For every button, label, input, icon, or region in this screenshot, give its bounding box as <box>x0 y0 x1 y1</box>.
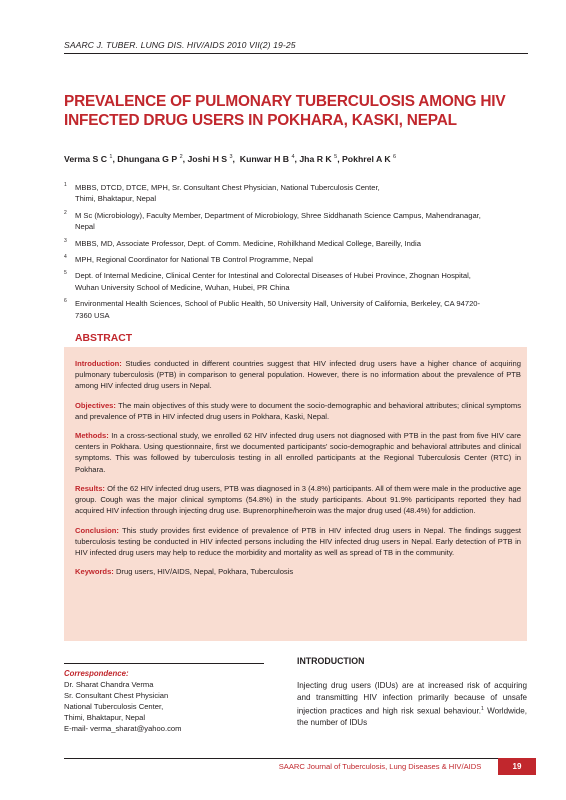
abstract-text: Studies conducted in different countries suggest that HIV infected drug users have a higher chance of acquiring pulmonary tuberculosis (PTB) in comparison to general population. However, there is no information about the prevalence of PTB among HIV infected drug users in Nepal. <box>75 359 521 391</box>
abstract-label: Introduction: <box>75 359 122 368</box>
abstract-content <box>75 358 521 586</box>
abstract-text: This study provides first evidence of prevalence of PTB in HIV infected drug users in Nepal. The findings suggest tuberculosis testing be conducted in HIV infected persons including the HIV infected drug users in Nepal. Early detection of PTB in HIV infected drug users may help to reduce the morbidity and mortality as well as spread of TB in the community. <box>75 525 521 557</box>
author-name: Joshi H S <box>187 154 228 164</box>
author-name: Verma S C <box>64 154 107 164</box>
author-sup: 6 <box>393 154 397 161</box>
correspondence-block <box>64 663 264 734</box>
abstract-label: Objectives: <box>75 400 116 410</box>
affiliation-text: MBBS, MD, Associate Professor, Dept. of Comm. Medicine, Rohilkhand Medical College, Bareilly, India <box>75 238 421 248</box>
introduction-text-end: Worldwide, the number of IDUs <box>297 706 527 728</box>
affiliation-item <box>64 254 534 265</box>
author-name: Pokhrel A K <box>342 154 391 164</box>
correspondence-heading: Correspondence: <box>64 669 129 678</box>
correspondence-line: Sr. Consultant Chest Physician <box>64 691 169 700</box>
abstract-paragraph <box>75 400 521 422</box>
affiliation-list <box>64 182 534 321</box>
abstract-text: The main objectives of this study were to document the socio-demographic and behavioral attributes; clinical symptoms and prevalence of PTB in HIV infected drug users in Pokhara, Kaski, Nepal. <box>75 400 521 421</box>
abstract-text: Of the 62 HIV infected drug users, PTB was diagnosed in 3 (4.8%) participants. All of them were male in the productive age group. Cough was the major clinical symptoms (54.8%) in the study participants. About 91.9% participants reported they had acquired HIV infection through injecting drug use. Buprenorphine/heroin was the major drug used (48.4%) for addiction. <box>75 484 521 516</box>
affiliation-text-cont: 7360 USA <box>75 310 110 320</box>
abstract-paragraph <box>75 525 521 558</box>
footer-journal: SAARC Journal of Tuberculosis, Lung Diseases & HIV/AIDS <box>278 762 482 771</box>
introduction-heading: INTRODUCTION <box>297 656 365 666</box>
footer-rule <box>64 758 528 759</box>
author-list: Verma S C $^1$, Dhungana G P $^2$, Joshi H S $^3$, Kunwar H B $^4$, Jha R K $^5$, Pokhrel A K $^6$ <box>64 154 397 164</box>
affiliation-text: MBBS, DTCD, DTCE, MPH, Sr. Consultant Chest Physician, National Tuberculosis Center, <box>75 183 380 192</box>
introduction-text-start: Injecting drug users (IDUs) are at increased risk of acquiring and transmitting HIV infection primarily because of unsafe injection practices and high risk sexual behaviour. <box>297 681 527 716</box>
abstract-heading: ABSTRACT <box>75 333 133 344</box>
abstract-paragraph <box>75 483 521 516</box>
author-name: Dhungana G P <box>117 154 178 164</box>
affiliation-item <box>64 270 534 293</box>
author-sup: 3 <box>229 154 233 161</box>
affiliation-text-cont: Thimi, Bhaktapur, Nepal <box>75 194 157 204</box>
author-sup: 1 <box>109 154 113 161</box>
abstract-label: Keywords: <box>75 567 114 577</box>
journal-header: SAARC J. TUBER. LUNG DIS. HIV/AIDS 2010 VII(2) 19-25 <box>64 40 296 50</box>
abstract-text: In a cross-sectional study, we enrolled 62 HIV infected drug users not diagnosed with PTB in the past from five HIV care centers in Pokhara. Using questionnaire, first we documented participants' socio-demographic and behavioral attributes and clinical symptoms. This was followed by tuberculosis testing in all enrolled participants at the Regional Tuberculosis Center (RTC) in Pokhara. <box>75 431 521 474</box>
author-sup: 5 <box>334 154 338 161</box>
affiliation-item <box>64 238 534 249</box>
correspondence-email: E-mail- verma_sharat@yahoo.com <box>64 724 182 733</box>
introduction-text <box>297 680 527 729</box>
abstract-paragraph <box>75 566 521 577</box>
correspondence-line: Thimi, Bhaktapur, Nepal <box>64 713 146 722</box>
affiliation-number: 3 <box>64 237 67 244</box>
author-sup: 4 <box>291 154 295 161</box>
article-title: PREVALENCE OF PULMONARY TUBERCULOSIS AMONG HIV INFECTED DRUG USERS IN POKHARA, KASKI, NEPAL <box>64 93 506 129</box>
affiliation-item <box>64 298 534 321</box>
abstract-paragraph <box>75 430 521 474</box>
affiliation-text: Environmental Health Sciences, School of Public Health, 50 University Hall, University of California, Berkeley, CA 94720- <box>75 299 481 309</box>
affiliation-number: 2 <box>64 209 67 216</box>
author-name: Jha R K <box>299 154 332 164</box>
abstract-label: Conclusion: <box>75 525 119 535</box>
affiliation-text-cont: Wuhan University School of Medicine, Wuhan, Hubei, PR China <box>75 282 290 292</box>
affiliation-text: M Sc (Microbiology), Faculty Member, Department of Microbiology, Shree Siddhanath Science Campus, Mahendranagar, <box>75 210 481 220</box>
affiliation-number: 1 <box>64 182 67 188</box>
affiliation-text: Dept. of Internal Medicine, Clinical Center for Intestinal and Colorectal Diseases of Hubei Province, Zhognan Hospital, <box>75 271 471 281</box>
citation-ref: 1 <box>481 705 484 712</box>
affiliation-number: 5 <box>64 270 67 277</box>
header-rule <box>64 53 528 54</box>
affiliation-item <box>64 210 534 233</box>
affiliation-number: 4 <box>64 254 67 261</box>
correspondence-rule <box>64 663 264 664</box>
abstract-label: Results: <box>75 484 105 494</box>
abstract-text: Drug users, HIV/AIDS, Nepal, Pokhara, Tuberculosis <box>115 567 294 577</box>
affiliation-text-cont: Nepal <box>75 222 95 232</box>
abstract-paragraph <box>75 358 521 391</box>
correspondence-line: National Tuberculosis Center, <box>64 702 164 711</box>
correspondence-line: Dr. Sharat Chandra Verma <box>64 680 154 689</box>
affiliation-text: MPH, Regional Coordinator for National TB Control Programme, Nepal <box>75 255 313 265</box>
page-number: 19 <box>498 758 536 775</box>
affiliation-item <box>64 182 534 205</box>
affiliation-number: 6 <box>64 298 67 305</box>
author-sup: 2 <box>179 154 183 161</box>
author-name: Kunwar H B <box>239 154 290 164</box>
abstract-label: Methods: <box>75 431 109 441</box>
